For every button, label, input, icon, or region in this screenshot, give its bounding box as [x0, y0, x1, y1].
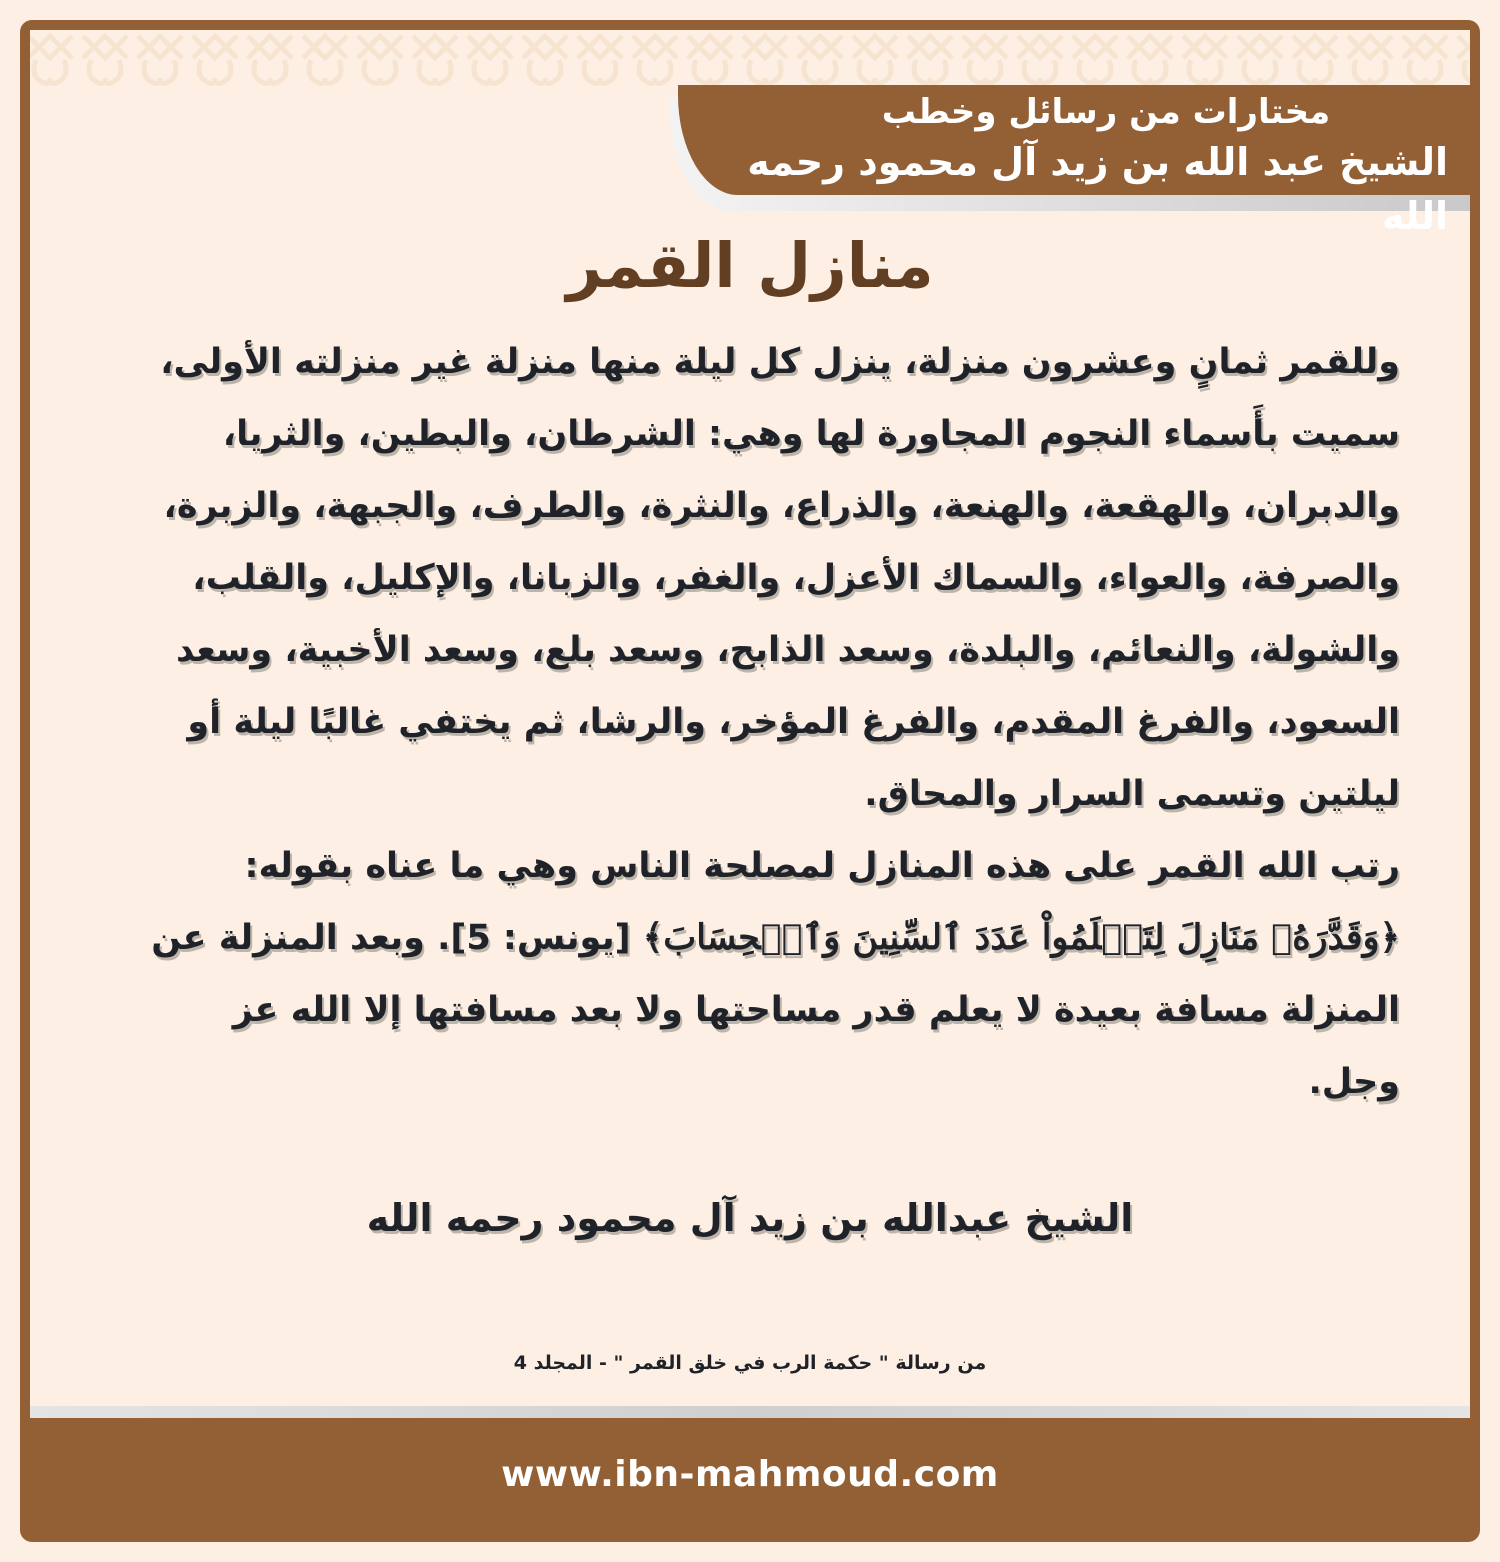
quran-verse: ﴿وَقَدَّرَهُۥ مَنَازِلَ لِتَعۡلَمُواْ عَدَدَ ٱلسِّنِينَ وَٱلۡحِسَابَ﴾: [642, 917, 1400, 958]
paragraph-intro: رتب الله القمر على هذه المنازل لمصلحة الناس وهي ما عناه بقوله:: [244, 846, 1400, 886]
pattern-motif: [468, 36, 512, 83]
pattern-motif: [908, 36, 952, 83]
pattern-motif: [303, 36, 347, 83]
pattern-motif: [1458, 36, 1470, 83]
pattern-motif: [413, 36, 457, 83]
page-title: منازل القمر: [566, 229, 934, 302]
banner-body: [678, 85, 1470, 238]
pattern-motif: [1348, 36, 1392, 83]
banner-subtitle: مختارات من رسائل وخطب: [881, 92, 1331, 132]
content-panel: [30, 30, 1470, 1416]
article-body: [130, 326, 1400, 1118]
footer-divider: [30, 1406, 1470, 1418]
pattern-motif: [193, 36, 237, 83]
pattern-motif: [1293, 36, 1337, 83]
decorative-pattern-border: [30, 30, 1470, 90]
pattern-motif: [83, 36, 127, 83]
pattern-motif: [798, 36, 842, 83]
verse-reference: [يونس: 5].: [437, 918, 631, 958]
pattern-motif: [523, 36, 567, 83]
pattern-motif: [633, 36, 677, 83]
pattern-motif: [743, 36, 787, 83]
author-signature: الشيخ عبدالله بن زيد آل محمود رحمه الله: [366, 1196, 1134, 1240]
pattern-motif: [248, 36, 292, 83]
pattern-motif: [1018, 36, 1062, 83]
pattern-motif: [138, 36, 182, 83]
source-citation: من رسالة " حكمة الرب في خلق القمر " - المجلد 4: [513, 1352, 987, 1374]
paragraph-conclusion: وبعد المنزلة عن المنزلة مسافة بعيدة لا يعلم قدر مساحتها ولا بعد مسافتها إلا الله عز وجل.: [151, 918, 1400, 1102]
pattern-motif: [1128, 36, 1172, 83]
pattern-motif: [358, 36, 402, 83]
website-link[interactable]: www.ibn-mahmoud.com: [501, 1454, 999, 1495]
banner-author-name: الشيخ عبد الله بن زيد آل محمود رحمه الله: [747, 140, 1448, 238]
paragraph-divine-order: [130, 830, 1400, 1118]
footer-bar: [20, 1418, 1480, 1542]
pattern-motif: [1403, 36, 1447, 83]
pattern-motif: [963, 36, 1007, 83]
pattern-motif: [30, 36, 72, 83]
pattern-motif: [1238, 36, 1282, 83]
pattern-motif: [1183, 36, 1227, 83]
pattern-motif: [853, 36, 897, 83]
page-frame: [20, 20, 1480, 1542]
paragraph-lunar-mansions: وللقمر ثمانٍ وعشرون منزلة، ينزل كل ليلة منها منزلة غير منزلته الأولى، سميت بأَسماء النجوم المجاورة لها وهي: الشرطان، والبطين، والثريا، والدبران، والهقعة، والهنعة، والذراع، والنثرة، والطرف، والجبهة، والزبرة، والصرفة، والعواء، والسماك الأعزل، والغفر، والزبانا، والإكليل، والقلب، والشولة، والنعائم، والبلدة، وسعد الذابح، وسعد بلع، وسعد الأخبية، وسعد السعود، والفرغ المقدم، والفرغ المؤخر، والرشا، ثم يختفي غالبًا ليلة أو ليلتين وتسمى السرار والمحاق.: [160, 342, 1400, 814]
header-banner: [670, 85, 1470, 238]
pattern-motif: [688, 36, 732, 83]
pattern-motif: [578, 36, 622, 83]
pattern-motif: [1073, 36, 1117, 83]
